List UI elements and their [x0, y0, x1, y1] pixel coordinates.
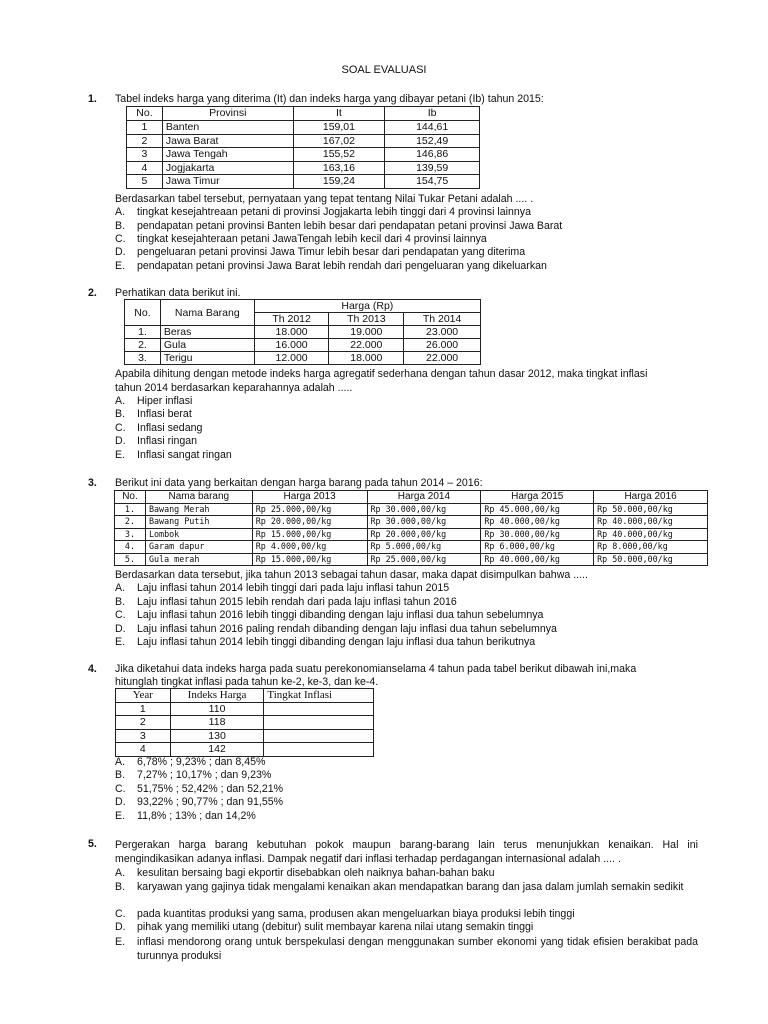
cell: 4	[116, 743, 171, 757]
answer-option	[115, 796, 283, 810]
table-header: Tingkat Inflasi	[264, 689, 374, 703]
cell: Jogjakarta	[162, 161, 293, 175]
table-header: Th 2013	[329, 313, 404, 326]
cell: Rp 30.000,00/kg	[481, 528, 594, 541]
option-letter: A.	[115, 206, 126, 218]
option-letter: E.	[115, 260, 126, 272]
question-text: Berikut ini data yang berkaitan dengan harga barang pada tahun 2014 – 2016:	[115, 477, 483, 489]
question-text: Pergerakan harga barang kebutuhan pokok maupun barang-barang lain terus menunjukkan kenaikan. Hal ini mengindikasikan adanya inflasi. Dampak negatif dari inflasi terhadap perdagangan internasional adalah .... .	[115, 839, 698, 865]
option-text: 7,27% ; 10,17% ; dan 9,23%	[137, 769, 272, 781]
cell	[264, 716, 374, 730]
cell: 2.	[115, 516, 146, 529]
answer-option	[115, 921, 533, 935]
cell: Lombok	[145, 528, 252, 541]
option-letter: B.	[115, 596, 126, 608]
option-text: karyawan yang gajinya tidak mengalami kenaikan akan mendapatkan barang dan jasa dalam jumlah semakin sedikit	[137, 881, 684, 893]
question-number: 4.	[88, 663, 97, 675]
cell: 163,16	[293, 161, 385, 175]
cell	[264, 729, 374, 743]
cell: Bawang Putih	[145, 516, 252, 529]
option-letter: B.	[115, 769, 126, 781]
cell: 1	[116, 702, 171, 716]
table-header: Nama Barang	[160, 300, 254, 326]
option-text: 6,78% ; 9,23% ; dan 8,45%	[137, 756, 266, 768]
table-row	[127, 134, 480, 148]
answer-option	[115, 246, 525, 260]
option-text: pendapatan petani provinsi Jawa Barat lebih rendah dari pengeluaran yang dikeluarkan	[137, 260, 547, 272]
option-letter: E.	[115, 636, 126, 648]
question-stem: Apabila dihitung dengan metode indeks harga agregatif sederhana dengan tahun dasar 2012, maka tingkat inflasi	[115, 368, 648, 380]
cell: 152,49	[385, 134, 480, 148]
cell: Rp 25.000,00/kg	[367, 553, 481, 566]
answer-option	[115, 422, 202, 436]
cell: Rp 15.000,00/kg	[252, 553, 367, 566]
table-header: Year	[116, 689, 171, 703]
question-text: Jika diketahui data indeks harga pada suatu perekonomianselama 4 tahun pada tabel berikut dibawah ini,maka	[115, 663, 637, 675]
table-row	[116, 729, 374, 743]
cell: 4.	[115, 541, 146, 554]
option-text: pihak yang memiliki utang (debitur) sulit membayar karena nilai utang semakin tinggi	[137, 921, 534, 933]
option-letter: A.	[115, 756, 126, 768]
table-row	[116, 716, 374, 730]
table-row	[115, 516, 708, 529]
table-row	[125, 326, 481, 339]
option-letter: D.	[115, 796, 126, 808]
cell: 146,86	[385, 148, 480, 162]
answer-option	[115, 636, 535, 650]
option-letter: A.	[115, 582, 126, 594]
option-text: Inflasi ringan	[137, 435, 198, 447]
table-header: Ib	[385, 107, 480, 121]
option-text: Inflasi berat	[137, 408, 192, 420]
cell: 144,61	[385, 121, 480, 135]
option-letter: D.	[115, 921, 126, 933]
cell: Rp 8.000,00/kg	[594, 541, 708, 554]
page-title: SOAL EVALUASI	[341, 64, 427, 76]
question-text: hitunglah tingkat inflasi pada tahun ke-2, ke-3, dan ke-4.	[115, 676, 379, 688]
cell: 110	[170, 702, 264, 716]
cell: 167,02	[293, 134, 385, 148]
table-row	[115, 541, 708, 554]
cell: Rp 40.000,00/kg	[594, 528, 708, 541]
answer-option	[115, 449, 232, 463]
cell	[264, 743, 374, 757]
table-row	[116, 702, 374, 716]
option-text: Laju inflasi tahun 2014 lebih tinggi dibanding dengan laju inflasi dua tahun berikutnya	[137, 636, 536, 648]
answer-option	[115, 582, 449, 596]
cell: Rp 40.000,00/kg	[594, 516, 708, 529]
cell: 155,52	[293, 148, 385, 162]
table-header: Provinsi	[162, 107, 293, 121]
option-letter: D.	[115, 623, 126, 635]
table-header: No.	[127, 107, 163, 121]
table-header: Th 2012	[254, 313, 329, 326]
cell: 159,24	[293, 175, 385, 189]
option-letter: A.	[115, 395, 126, 407]
cell: 3	[127, 148, 163, 162]
option-text: Hiper inflasi	[137, 395, 193, 407]
cell: 3.	[125, 352, 161, 365]
option-letter: C.	[115, 233, 126, 245]
option-text: pada kuantitas produksi yang sama, produsen akan mengeluarkan biaya produksi lebih tinggi	[137, 908, 575, 920]
option-text: inflasi mendorong orang untuk berspekulasi dengan menggunakan sumber ekonomi yang tidak efisien berakibat pada turunnya produksi	[137, 936, 698, 962]
question-stem: Berdasarkan data tersebut, jika tahun 2013 sebagai tahun dasar, maka dapat disimpulkan bahwa .....	[115, 569, 588, 581]
option-text: tingkat kesejahteraan petani JawaTengah lebih kecil dari 4 provinsi lainnya	[137, 233, 487, 245]
table-header: Harga 2013	[252, 491, 367, 504]
cell: 12.000	[254, 352, 329, 365]
answer-option	[115, 206, 531, 220]
cell: 154,75	[385, 175, 480, 189]
option-text: Laju inflasi tahun 2016 paling rendah dibanding dengan laju inflasi dua tahun sebelumnya	[137, 623, 557, 635]
cell: Rp 40.000,00/kg	[481, 553, 594, 566]
table-header: Th 2014	[404, 313, 481, 326]
table-header: No.	[125, 300, 161, 326]
question-text: Perhatikan data berikut ini.	[115, 287, 241, 299]
option-letter: B.	[115, 881, 126, 893]
question-number: 2.	[88, 287, 97, 299]
cell: 1.	[125, 326, 161, 339]
cell: Rp 20.000,00/kg	[252, 516, 367, 529]
cell: 2	[116, 716, 171, 730]
option-letter: C.	[115, 422, 126, 434]
cell: 22.000	[329, 339, 404, 352]
cell: Jawa Timur	[162, 175, 293, 189]
question-number: 1.	[88, 93, 97, 105]
cell: 1.	[115, 503, 146, 516]
question-number: 3.	[88, 477, 97, 489]
cell: 139,59	[385, 161, 480, 175]
cell: 19.000	[329, 326, 404, 339]
option-text: Inflasi sangat ringan	[137, 449, 232, 461]
cell: Beras	[160, 326, 254, 339]
cell: Rp 40.000,00/kg	[481, 516, 594, 529]
table-header: Harga 2015	[481, 491, 594, 504]
price-index-table	[115, 688, 374, 757]
cell: Gula merah	[145, 553, 252, 566]
option-text: Laju inflasi tahun 2015 lebih rendah dari pada laju inflasi tahun 2016	[137, 596, 457, 608]
cell: 18.000	[329, 352, 404, 365]
province-index-table	[126, 106, 480, 189]
answer-option	[115, 935, 698, 963]
answer-option	[115, 609, 543, 623]
answer-option	[115, 623, 557, 637]
table-row	[127, 175, 480, 189]
cell: Rp 30.000,00/kg	[367, 516, 481, 529]
cell: Terigu	[160, 352, 254, 365]
cell: 1	[127, 121, 163, 135]
option-text: 51,75% ; 52,42% ; dan 52,21%	[137, 783, 284, 795]
answer-option	[115, 866, 698, 880]
cell: 142	[170, 743, 264, 757]
option-letter: D.	[115, 246, 126, 258]
answer-option	[115, 769, 271, 783]
table-header: Harga 2016	[594, 491, 708, 504]
cell: Jawa Barat	[162, 134, 293, 148]
cell: Rp 15.000,00/kg	[252, 528, 367, 541]
option-letter: C.	[115, 783, 126, 795]
cell	[264, 702, 374, 716]
table-header: No.	[115, 491, 146, 504]
cell: 18.000	[254, 326, 329, 339]
cell: Rp 50.000,00/kg	[594, 503, 708, 516]
table-header: It	[293, 107, 385, 121]
cell: Rp 4.000,00/kg	[252, 541, 367, 554]
option-text: tingkat kesejahtreaan petani di provinsi Jogjakarta lebih tinggi dari 4 provinsi lainnya	[137, 206, 531, 218]
option-letter: D.	[115, 435, 126, 447]
cell: Garam dapur	[145, 541, 252, 554]
cell: Bawang Merah	[145, 503, 252, 516]
option-letter: A.	[115, 867, 126, 879]
commodity-price-table	[114, 490, 708, 566]
option-text: kesulitan bersaing bagi ekportir disebabkan oleh naiknya bahan-bahan baku	[137, 867, 495, 879]
cell: 16.000	[254, 339, 329, 352]
cell: Rp 20.000,00/kg	[367, 528, 481, 541]
option-text: pendapatan petani provinsi Banten lebih besar dari pendapatan petani provinsi Jawa Barat	[137, 220, 563, 232]
cell: 2	[127, 134, 163, 148]
table-row	[115, 528, 708, 541]
cell: Rp 45.000,00/kg	[481, 503, 594, 516]
table-header: Nama barang	[145, 491, 252, 504]
cell: 5.	[115, 553, 146, 566]
answer-option	[115, 596, 457, 610]
option-letter: B.	[115, 220, 126, 232]
cell: 3.	[115, 528, 146, 541]
answer-option	[115, 908, 575, 922]
option-letter: E.	[115, 810, 126, 822]
table-row	[116, 743, 374, 757]
question-stem: tahun 2014 berdasarkan keparahannya adalah .....	[115, 382, 353, 394]
cell: Banten	[162, 121, 293, 135]
answer-option	[115, 435, 197, 449]
question-text: Tabel indeks harga yang diterima (It) dan indeks harga yang dibayar petani (Ib) tahun 2015:	[115, 93, 544, 105]
option-text: Inflasi sedang	[137, 422, 203, 434]
answer-option	[115, 783, 283, 797]
cell: Rp 50.000,00/kg	[594, 553, 708, 566]
table-row	[125, 352, 481, 365]
table-row	[127, 121, 480, 135]
option-letter: B.	[115, 408, 126, 420]
table-header: Indeks Harga	[170, 689, 264, 703]
answer-option	[115, 756, 265, 770]
answer-option	[115, 408, 192, 422]
option-letter: C.	[115, 908, 126, 920]
table-header: Harga (Rp)	[254, 300, 480, 313]
answer-option	[115, 395, 192, 409]
cell: 23.000	[404, 326, 481, 339]
answer-option	[115, 880, 698, 894]
cell: Jawa Tengah	[162, 148, 293, 162]
cell: 159,01	[293, 121, 385, 135]
table-row	[127, 161, 480, 175]
cell: Rp 30.000,00/kg	[367, 503, 481, 516]
option-text: 11,8% ; 13% ; dan 14,2%	[137, 810, 256, 822]
cell: 130	[170, 729, 264, 743]
question-stem: Berdasarkan tabel tersebut, pernyataan yang tepat tentang Nilai Tukar Petani adalah .... .	[115, 193, 534, 205]
cell: 2.	[125, 339, 161, 352]
option-text: pengeluaran petani provinsi Jawa Timur lebih besar dari pendapatan yang diterima	[137, 246, 526, 258]
answer-option	[115, 260, 547, 274]
option-text: Laju inflasi tahun 2016 lebih tinggi dibanding dengan laju inflasi dua tahun sebelumnya	[137, 609, 544, 621]
table-row	[115, 553, 708, 566]
question-number: 5.	[88, 838, 97, 850]
answer-option	[115, 233, 487, 247]
option-letter: E.	[115, 936, 126, 948]
cell: 26.000	[404, 339, 481, 352]
cell: 118	[170, 716, 264, 730]
cell: Rp 6.000,00/kg	[481, 541, 594, 554]
cell: 3	[116, 729, 171, 743]
cell: 22.000	[404, 352, 481, 365]
answer-option	[115, 810, 256, 824]
cell: Gula	[160, 339, 254, 352]
cell: Rp 5.000,00/kg	[367, 541, 481, 554]
table-row	[127, 148, 480, 162]
option-letter: C.	[115, 609, 126, 621]
cell: 4	[127, 161, 163, 175]
option-text: 93,22% ; 90,77% ; dan 91,55%	[137, 796, 284, 808]
option-text: Laju inflasi tahun 2014 lebih tinggi dari pada laju inflasi tahun 2015	[137, 582, 450, 594]
cell: Rp 25.000,00/kg	[252, 503, 367, 516]
table-row	[115, 503, 708, 516]
table-header: Harga 2014	[367, 491, 481, 504]
answer-option	[115, 220, 562, 234]
price-table	[124, 299, 481, 365]
cell: 5	[127, 175, 163, 189]
table-row	[125, 339, 481, 352]
option-letter: E.	[115, 449, 126, 461]
